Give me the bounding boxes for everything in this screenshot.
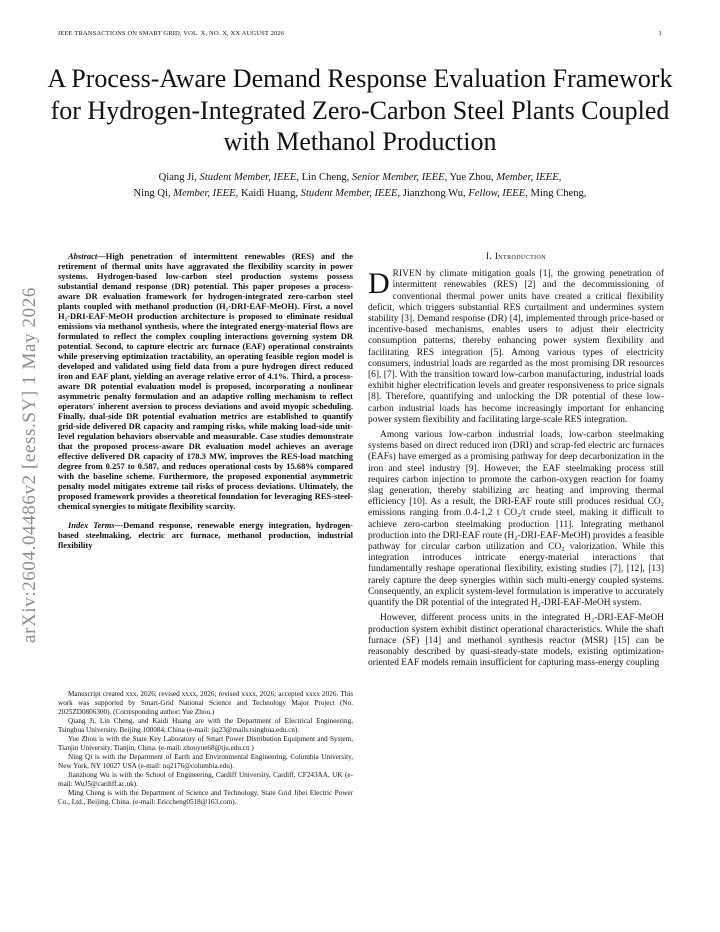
left-column — [58, 251, 353, 550]
footnote-affiliation: Jianzhong Wu is with the School of Engineering, Cardiff University, Cardiff, CF243AA, UK (e-mail: WuJ5@cardiff.ac.uk). — [58, 771, 353, 788]
author-name: , Lin Cheng, — [296, 172, 352, 183]
page-number: 1 — [658, 30, 662, 37]
author-name: , — [558, 172, 562, 183]
author-name: , Jianzhong Wu, — [397, 188, 469, 199]
author-role: Student Member, IEEE — [300, 188, 398, 199]
index-terms-label: Index Terms — [68, 520, 115, 530]
intro-paragraph-1 — [368, 269, 664, 426]
author-role: Fellow, IEEE — [468, 188, 526, 199]
author-name: , Ming Cheng, — [525, 188, 587, 199]
author-role: Member, IEEE — [173, 188, 236, 199]
section-title: Introduction — [494, 251, 547, 261]
section-number: I. — [485, 251, 495, 261]
abstract-label: Abstract — [68, 251, 98, 261]
running-header — [58, 30, 662, 42]
author-role: Student Member, IEEE — [199, 172, 297, 183]
right-column — [368, 251, 664, 669]
author-role: Member, IEEE — [496, 172, 559, 183]
drop-cap: D — [368, 267, 390, 301]
journal-header: IEEE TRANSACTIONS ON SMART GRID, VOL. X, NO. X, XX AUGUST 2026 — [58, 30, 285, 37]
footnote-affiliation: Ming Cheng is with the Department of Science and Technology, State Grid Jibei Electric Power Co., Ltd., Beijing, China. (e-mail: Ericcheng0518@163.com). — [58, 789, 353, 806]
intro-paragraph-3: However, different process units in the integrated H₂-DRI-EAF-MeOH production system exhibit distinct operational characteristics. While the shaft furnace (SF) [14] and methanol synthesis reactor (MSR) [15] can be reasonably described by quasi-steady-state models, existing optimization-oriented EAF models remain insufficient for capturing mass-energy coupling — [368, 613, 664, 669]
author-name: Qiang Ji, — [158, 172, 200, 183]
footnote-affiliation: Qiang Ji, Lin Cheng, and Kaidi Huang are with the Department of Electrical Engineering, Tsinghua University, Beijing 100084, China (e-mail: jiq23@mails.tsinghua.edu.cn). — [58, 717, 353, 734]
index-terms-text: —Demand response, renewable energy integration, hydrogen-based steelmaking, electric arc furnace, methanol production, industrial flexibility — [58, 520, 353, 550]
intro-paragraph-2: Among various low-carbon industrial loads, low-carbon steelmaking systems based on direct reduced iron (DRI) and scrap-fed electric arc furnaces (EAFs) have emerged as a promising pathway for deep decarbonization in the iron and steel industry [9]. However, the EAF steelmaking process still requires carbon injection to promote the carbon-oxygen reaction for foamy slag generation, thereby stabilizing arc heating and improving thermal efficiency [10]. As a result, the DRI-EAF route still produces residual CO₂ emissions ranging from 0.4-1.2 t CO₂/t crude steel, making it difficult to achieve zero-carbon steelmaking production [11]. Integrating methanol production into the DRI-EAF route (H₂-DRI-EAF-MeOH) provides a feasible pathway for circular carbon utilization and CO₂ valorization. While this integration introduces intricate energy-material interactions that fundamentally reshape operational flexibility, existing studies [7], [12], [13] rarely capture the deep synergies within such multi-energy coupled systems. Consequently, an explicit system-level formulation is imperative to accurately quantify the DR potential of the integrated H₂-DRI-EAF-MeOH system. — [368, 430, 664, 609]
abstract — [58, 251, 353, 511]
footnotes — [58, 690, 353, 807]
arxiv-stamp — [10, 245, 50, 685]
abstract-text: —High penetration of intermittent renewables (RES) and the retirement of thermal units have aggravated the flexibility scarcity in power systems. Hydrogen-based low-carbon steel production systems possess substantial demand response (DR) potential. This paper proposes a process-aware DR evaluation framework for hydrogen-integrated zero-carbon steel plants coupled with methanol production (H₂-DRI-EAF-MeOH). First, a novel H₂-DRI-EAF-MeOH production architecture is proposed to eliminate residual emissions via methanol synthesis, where the integrated energy-material flows are formulated to reflect the complex coupling interactions governing system DR potential. Second, to capture electric arc furnace (EAF) operational constraints while preserving optimization tractability, an operating feasible region model is developed and validated using field data from a pure hydrogen direct reduced iron and EAF plant, yielding an average relative error of 4.1%. Third, a process-aware DR potential evaluation model is proposed, incorporating a nonlinear asymmetric penalty formulation and an adaptive rolling mechanism to reflect operators' inherent aversion to process deviations and avoid myopic scheduling. Finally, dual-side DR potential evaluation metrics are established to quantify grid-side delivered DR capacity and ramping risks, while making load-side unit-level regulation behaviors observable and measurable. Case studies demonstrate that the proposed process-aware DR evaluation model achieves an average effective delivered DR capacity of 178.3 MW, improves the RES-load matching degree from 0.257 to 0.587, and reduces operational costs by 15.68% compared with the baseline scheme. Furthermore, the proposed exponential asymmetric penalty model mitigates extreme tail risks of process deviations. Ultimately, the proposed framework provides a theoretical foundation for leveraging RES-steel-chemical synergies to mitigate flexibility scarcity. — [58, 251, 353, 511]
author-line-1 — [40, 170, 680, 186]
author-name: Ning Qi, — [133, 188, 174, 199]
author-list — [40, 170, 680, 202]
author-line-2 — [40, 186, 680, 202]
paragraph-text: RIVEN by climate mitigation goals [1], the growing penetration of intermittent renewables (RES) [2] and the decommissioning of conventional thermal power units have created a critical flexibility deficit, which triggers substantial RES curtailment and undermines system stability [3]. Demand response (DR) [4], implemented through price-based or incentive-based mechanisms, enables users to adjust their electricity consumption patterns, thereby enhancing power system flexibility and facilitating RES integration [5]. Among various types of electricity consumers, industrial loads are regarded as the most promising DR resources [6], [7]. With the transition toward low-carbon manufacturing, industrial loads exhibit higher electrification levels and greater responsiveness to price signals [8]. Therefore, quantifying and unlocking the DR potential of these low-carbon industrial loads has become increasingly important for enhancing power system flexibility and facilitating large-scale RES integration. — [368, 269, 664, 425]
footnote-affiliation: Ning Qi is with the Department of Earth and Environmental Engineering, Columbia University, New York, NY 10027 USA (e-mail: nq2176@columbia.edu). — [58, 753, 353, 770]
footnote-manuscript: Manuscript created xxx, 2026; revised xxxx, 2026; revised xxxx, 2026; accepted xxxx 2026. This work was supported by Smart-Grid National Science and Technology Major Project (No. 2025ZD0806300). (Corresponding author: Yue Zhou.) — [58, 690, 353, 716]
arxiv-stamp-text: arXiv:2604.04486v2 [eess.SY] 1 May 2026 — [19, 287, 40, 643]
index-terms — [58, 520, 353, 550]
paper-title: A Process-Aware Demand Response Evaluation Framework for Hydrogen-Integrated Zero-Carbon Steel Plants Coupled with Methanol Production — [47, 64, 673, 156]
author-role: Senior Member, IEEE — [351, 172, 445, 183]
author-name: , Kaidi Huang, — [235, 188, 301, 199]
footnote-affiliation: Yue Zhou is with the State Key Laboratory of Smart Power Distribution Equipment and System, Tianjin University, Tianjin, China. (e-mail: zhouyue68@tju.edu.cn ) — [58, 735, 353, 752]
section-heading — [368, 251, 664, 262]
author-name: , Yue Zhou, — [444, 172, 497, 183]
